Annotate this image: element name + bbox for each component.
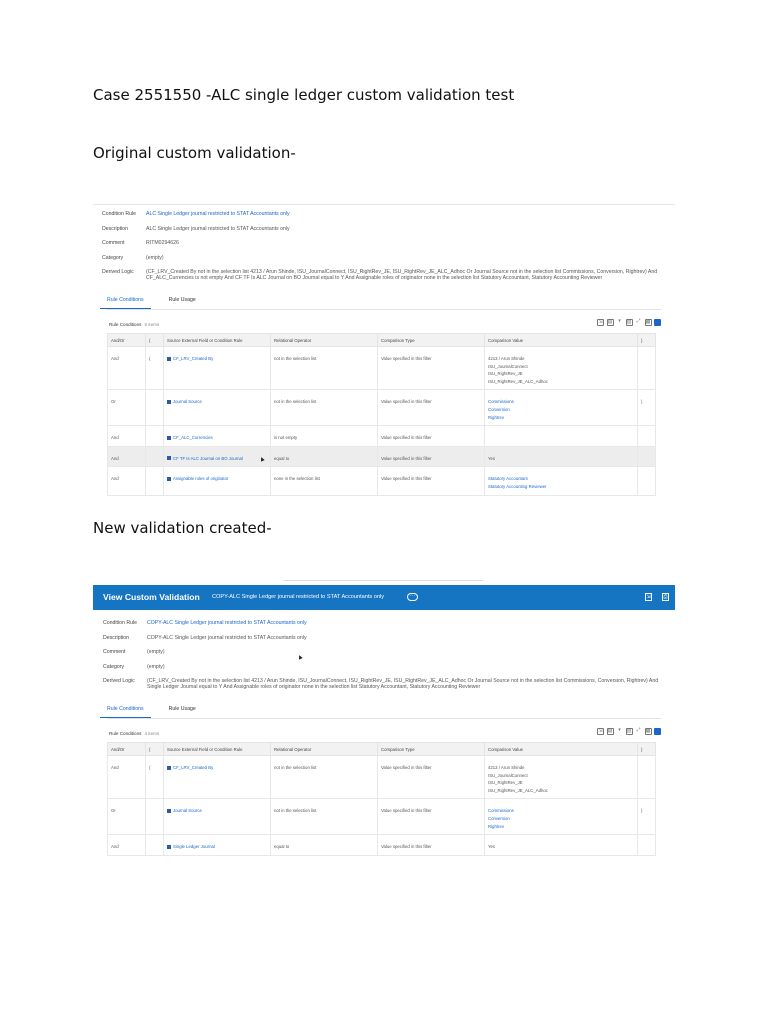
- rule-conditions-heading: Rule Conditions 5 items: [109, 322, 160, 327]
- comparison-type-cell: Value specified in this filter: [378, 426, 485, 447]
- column-header[interactable]: And/Or: [108, 334, 146, 347]
- comparison-value-item: ISU_RightRev_JE_ALC_Adhoc: [488, 787, 548, 793]
- field-icon: [167, 809, 171, 813]
- source-link[interactable]: CF_LRV_Created By: [173, 356, 214, 361]
- field-label: Derived Logic: [102, 269, 134, 275]
- print-icon[interactable]: ⎙: [663, 594, 668, 600]
- field-icon: [167, 477, 171, 481]
- table-row[interactable]: [108, 347, 656, 390]
- source-link[interactable]: CF_ALC_Currencies: [173, 435, 213, 441]
- comparison-value-cell: [485, 799, 638, 835]
- source-cell[interactable]: [164, 390, 271, 426]
- column-header[interactable]: Source External Field or Condition Rule: [164, 743, 271, 756]
- rule-conditions-table: [107, 333, 656, 496]
- comparison-value-item: ISU_JournalConnect: [488, 363, 528, 369]
- comparison-type-cell: Value specified in this filter: [378, 756, 485, 799]
- close-paren-cell: [638, 446, 656, 467]
- open-paren-cell: [146, 835, 164, 856]
- column-header[interactable]: And/Or: [108, 743, 146, 756]
- table-row[interactable]: [108, 390, 656, 426]
- table-row[interactable]: [108, 467, 656, 495]
- new-validation-screenshot: [93, 580, 675, 850]
- comparison-value-cell: [485, 756, 638, 799]
- description-value: ALC Single Ledger journal restricted to STAT Accountants only: [146, 225, 290, 232]
- operator-cell: not in the selection list: [271, 347, 378, 390]
- comparison-value-item[interactable]: Conversion: [488, 406, 510, 412]
- and-or-cell: And: [108, 446, 146, 467]
- table-view-icon[interactable]: [654, 319, 661, 326]
- tab-divider: [107, 309, 661, 310]
- grid-view-icon[interactable]: ▦: [645, 319, 651, 325]
- condition-rule-link[interactable]: ALC Single Ledger journal restricted to STAT Accountants only: [146, 211, 290, 217]
- close-paren-cell: ): [638, 799, 656, 835]
- derived-logic-value: (CF_LRV_Created By not in the selection list 4213 / Arun Shinde, ISU_JournalConnect, ISU_RightRev_JE, ISU_RightRev_JE_ALC_Adhoc Or Journal Source not in the selection list Commissions, Conversion, Rightrev) And CF_ALC_Currencies is not empty And CF TF Is ALC Journal on BO Journal equal to Y And Assignable roles of originator none in the selection list Statutory Accountant, Statutory Accounting Reviewer: [146, 269, 658, 282]
- comment-value: RITM0294626: [146, 240, 179, 246]
- comparison-value-item[interactable]: Conversion: [488, 815, 510, 821]
- comparison-value-item: 4213 / Arun Shinde: [488, 356, 525, 361]
- excel-icon[interactable]: ▤: [607, 728, 613, 734]
- field-label: Description: [103, 634, 129, 641]
- tab-rule-conditions[interactable]: Rule Conditions: [100, 706, 151, 718]
- operator-cell: equal to: [271, 446, 378, 467]
- open-paren-cell: [146, 467, 164, 495]
- section-new-heading: New validation created-: [93, 519, 272, 537]
- table-toolbar: [597, 728, 661, 735]
- field-icon: [167, 436, 171, 440]
- comparison-type-cell: Value specified in this filter: [378, 799, 485, 835]
- comparison-value-item: 4213 / Arun Shinde: [488, 765, 525, 770]
- close-paren-cell: [638, 756, 656, 799]
- table-row[interactable]: [108, 799, 656, 835]
- and-or-cell: And: [108, 756, 146, 799]
- field-label: Category: [103, 663, 125, 670]
- tab-rule-usage[interactable]: Rule Usage: [168, 706, 196, 712]
- excel-icon[interactable]: ▤: [607, 319, 613, 325]
- header-subtitle: COPY-ALC Single Ledger journal restricted to STAT Accountants only: [212, 594, 385, 600]
- columns-icon[interactable]: ▥: [626, 728, 632, 734]
- derived-logic-value: (CF_LRV_Created By not in the selection list 4213 / Arun Shinde, ISU_JournalConnect, ISU_RightRev_JE, ISU_RightRev_JE_ALC_Adhoc Or Journal Source not in the selection list Commissions, Conversion, Rightrev) And Single Ledger Journal equal to Y And Assignable roles of originator none in the selection list Statutory Accountant, Statutory Accounting Reviewer: [147, 678, 659, 691]
- comparison-value-item[interactable]: Statutory Accounting Reviewer: [488, 483, 547, 489]
- comparison-value-cell: [485, 390, 638, 426]
- columns-icon[interactable]: ▥: [626, 319, 632, 325]
- field-label: Condition Rule: [103, 620, 138, 626]
- field-icon: [167, 456, 171, 460]
- original-validation-screenshot: [93, 204, 675, 489]
- table-row[interactable]: [108, 835, 656, 856]
- close-paren-cell: [638, 835, 656, 856]
- source-link[interactable]: Assignable roles of originator: [173, 476, 229, 482]
- field-label: Condition Rule: [102, 211, 137, 217]
- field-label: Category: [102, 254, 124, 261]
- and-or-cell: And: [108, 835, 146, 856]
- export-icon[interactable]: ⇲: [646, 594, 651, 600]
- comparison-value-item: ISU_JournalConnect: [488, 772, 528, 778]
- field-icon: [167, 766, 171, 770]
- and-or-cell: Or: [108, 799, 146, 835]
- export-icon[interactable]: ⇲: [598, 728, 603, 734]
- column-header[interactable]: (: [146, 743, 164, 756]
- close-paren-cell: ): [638, 390, 656, 426]
- description-value: COPY-ALC Single Ledger journal restricted to STAT Accountants only: [147, 634, 307, 641]
- table-view-icon[interactable]: [654, 728, 661, 735]
- operator-cell: equal to: [271, 835, 378, 856]
- export-icon[interactable]: ⇲: [598, 319, 603, 325]
- comparison-value-item: ISU_RightRev_JE: [488, 780, 523, 786]
- operator-cell: is not empty: [271, 426, 378, 447]
- table-row[interactable]: [108, 756, 656, 799]
- source-cell[interactable]: [164, 467, 271, 495]
- table-toolbar: [597, 319, 661, 326]
- field-icon: [167, 357, 171, 361]
- column-header[interactable]: ): [638, 334, 656, 347]
- open-paren-cell: [146, 426, 164, 447]
- comparison-value-cell: [485, 835, 638, 856]
- comparison-type-cell: Value specified in this filter: [378, 835, 485, 856]
- and-or-cell: And: [108, 426, 146, 447]
- tab-divider: [107, 718, 661, 719]
- filter-icon[interactable]: ▾: [618, 318, 621, 324]
- column-header[interactable]: Comparison Type: [378, 334, 485, 347]
- comparison-value-cell: [485, 426, 638, 447]
- comparison-value-item[interactable]: Commissions: [488, 399, 514, 405]
- and-or-cell: And: [108, 347, 146, 390]
- view-custom-validation-header: [93, 585, 675, 610]
- comparison-value-item: Yes: [488, 455, 496, 461]
- comparison-value-item: ISU_RightRev_JE: [488, 371, 523, 377]
- comparison-value-item: Yes: [488, 844, 496, 850]
- open-paren-cell: [146, 446, 164, 467]
- open-paren-cell: [146, 799, 164, 835]
- rule-conditions-table: [107, 742, 656, 856]
- comparison-value-cell: [485, 446, 638, 467]
- comparison-value-item[interactable]: Statutory Accountant: [488, 476, 528, 482]
- field-label: Comment: [102, 240, 125, 246]
- comment-value: (empty): [147, 649, 165, 655]
- open-paren-cell: (: [146, 347, 164, 390]
- source-cell[interactable]: [164, 446, 271, 467]
- open-paren-cell: [146, 390, 164, 426]
- source-cell[interactable]: [164, 835, 271, 856]
- item-count: 4 items: [144, 731, 160, 736]
- category-value: (empty): [146, 254, 164, 261]
- source-link[interactable]: Journal Source: [173, 808, 202, 814]
- close-paren-cell: [638, 347, 656, 390]
- column-header[interactable]: ): [638, 743, 656, 756]
- column-header[interactable]: Relational Operator: [271, 743, 378, 756]
- comparison-type-cell: Value specified in this filter: [378, 446, 485, 467]
- column-header[interactable]: Relational Operator: [271, 334, 378, 347]
- case-title: Case 2551550 -ALC single ledger custom validation test: [93, 86, 515, 104]
- comparison-type-cell: Value specified in this filter: [378, 467, 485, 495]
- operator-cell: none in the selection list: [271, 467, 378, 495]
- fullscreen-icon[interactable]: ⤢: [636, 318, 641, 324]
- item-count: 5 items: [144, 322, 160, 327]
- operator-cell: not in the selection list: [271, 390, 378, 426]
- source-link[interactable]: Journal Source: [173, 399, 202, 405]
- section-original-heading: Original custom validation-: [93, 144, 296, 162]
- condition-rule-link[interactable]: COPY-ALC Single Ledger journal restricted to STAT Accountants only: [147, 620, 307, 626]
- source-cell[interactable]: [164, 347, 271, 390]
- comparison-value-item[interactable]: Rightrev: [488, 823, 505, 829]
- tab-rule-conditions[interactable]: Rule Conditions: [100, 297, 151, 309]
- field-icon: [167, 845, 171, 849]
- table-row[interactable]: [108, 426, 656, 447]
- header-title: View Custom Validation: [103, 592, 200, 602]
- close-paren-cell: [638, 467, 656, 495]
- open-paren-cell: (: [146, 756, 164, 799]
- comparison-value-item[interactable]: Commissions: [488, 808, 514, 814]
- field-label: Comment: [103, 649, 126, 655]
- comparison-type-cell: Value specified in this filter: [378, 347, 485, 390]
- field-label: Description: [102, 225, 128, 232]
- column-header[interactable]: (: [146, 334, 164, 347]
- filter-icon[interactable]: ▾: [618, 727, 621, 733]
- and-or-cell: Or: [108, 390, 146, 426]
- operator-cell: not in the selection list: [271, 799, 378, 835]
- source-cell[interactable]: [164, 799, 271, 835]
- column-header[interactable]: Comparison Type: [378, 743, 485, 756]
- close-paren-cell: [638, 426, 656, 447]
- comparison-type-cell: Value specified in this filter: [378, 390, 485, 426]
- source-link[interactable]: Single Ledger Journal: [173, 844, 215, 850]
- comparison-value-cell: [485, 347, 638, 390]
- comparison-value-cell: [485, 467, 638, 495]
- category-value: (empty): [147, 663, 165, 670]
- tab-rule-usage[interactable]: Rule Usage: [168, 297, 196, 303]
- grid-view-icon[interactable]: ▦: [645, 728, 651, 734]
- rule-conditions-heading: Rule Conditions 4 items: [109, 731, 160, 736]
- field-label: Derived Logic: [103, 678, 135, 684]
- field-icon: [167, 400, 171, 404]
- and-or-cell: And: [108, 467, 146, 495]
- column-header[interactable]: Comparison Value: [485, 743, 638, 756]
- operator-cell: not in the selection list: [271, 756, 378, 799]
- source-cell[interactable]: [164, 426, 271, 447]
- comparison-value-item: ISU_RightRev_JE_ALC_Adhoc: [488, 378, 548, 384]
- column-header[interactable]: Comparison Value: [485, 334, 638, 347]
- source-link[interactable]: CF_LRV_Created By: [173, 765, 214, 770]
- ellipsis-icon[interactable]: ···: [407, 593, 418, 601]
- fullscreen-icon[interactable]: ⤢: [636, 727, 641, 733]
- comparison-value-item[interactable]: Rightrev: [488, 414, 505, 420]
- column-header[interactable]: Source External Field or Condition Rule: [164, 334, 271, 347]
- table-row[interactable]: [108, 446, 656, 467]
- source-link[interactable]: CF TF Is ALC Journal on BO Journal: [173, 455, 243, 461]
- source-cell[interactable]: [164, 756, 271, 799]
